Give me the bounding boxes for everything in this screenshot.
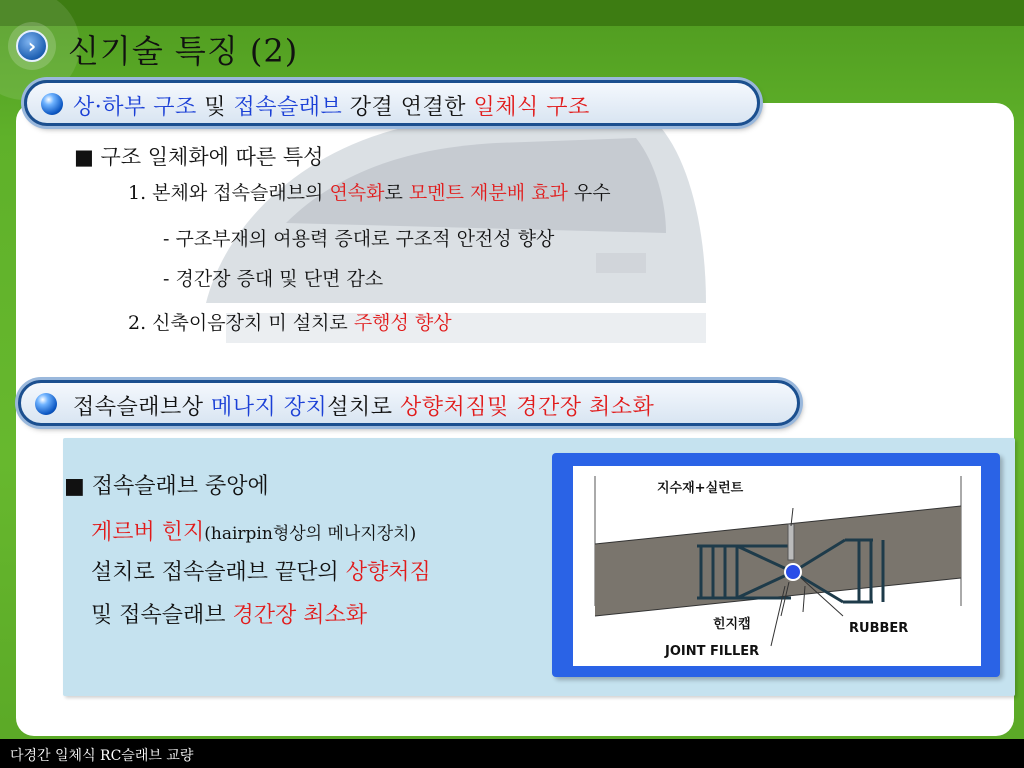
label-joint-filler: JOINT FILLER bbox=[665, 644, 760, 659]
hl-gerber-hinge: 게르버 힌지 bbox=[91, 520, 205, 545]
box-line-1 bbox=[91, 515, 416, 546]
footer-text: 다경간 일체식 RC슬래브 교량 bbox=[10, 748, 194, 764]
hl-approach-slab: 접속슬래브 bbox=[233, 95, 343, 120]
box-line-3-pre: 및 접속슬래브 bbox=[91, 603, 233, 628]
item-2 bbox=[128, 308, 452, 335]
item-1-prefix: 1. 본체와 접속슬래브의 bbox=[128, 182, 330, 204]
bullet-heading-1: ■ 구조 일체화에 따른 특성 bbox=[74, 145, 324, 169]
label-hinge-cap: 힌지캡 bbox=[713, 617, 751, 632]
section-header-2 bbox=[18, 380, 800, 426]
footer-bar bbox=[0, 739, 1024, 768]
section-header-2-text bbox=[73, 390, 654, 421]
item-1-mid: 로 bbox=[384, 182, 409, 204]
item-1-hl1: 연속화 bbox=[329, 182, 385, 204]
slide-title: 신기술 특징 (2) bbox=[68, 32, 299, 70]
hl-integral-structure: 일체식 구조 bbox=[473, 95, 590, 120]
box-line-2-pre: 설치로 접속슬래브 끝단의 bbox=[91, 560, 346, 585]
text-approach-slab-on: 접속슬래브상 bbox=[73, 395, 212, 420]
item-1 bbox=[128, 178, 611, 205]
item-2-hl: 주행성 향상 bbox=[353, 312, 452, 334]
text-installation: 설치로 bbox=[327, 395, 401, 420]
box-line-3 bbox=[91, 598, 367, 629]
item-1-hl2: 모멘트 재분배 효과 bbox=[408, 182, 568, 204]
sub-item-1: - 구조부재의 여용력 증대로 구조적 안전성 향상 bbox=[163, 228, 555, 250]
box-line-2 bbox=[91, 555, 431, 586]
item-1-suffix: 우수 bbox=[567, 182, 611, 204]
text-and: 및 bbox=[196, 95, 234, 120]
top-strip bbox=[0, 0, 1024, 26]
sub-item-2: - 경간장 증대 및 단면 감소 bbox=[163, 268, 384, 290]
box-bullet: ■ 접속슬래브 중앙에 bbox=[64, 474, 269, 499]
hl-structure: 상·하부 구조 bbox=[73, 95, 197, 120]
hl-span-minimize: 경간장 최소화 bbox=[232, 603, 368, 628]
box-line-1-rest: (hairpin형상의 메나지장치) bbox=[204, 524, 417, 544]
hl-upward-deflection: 상향처짐 bbox=[345, 560, 431, 585]
hl-camber-minimize: 상향처짐및 경간장 최소화 bbox=[400, 395, 655, 420]
item-2-prefix: 2. 신축이음장치 미 설치로 bbox=[128, 312, 354, 334]
bullet-orb-icon bbox=[35, 393, 57, 415]
chevron-right-icon: › bbox=[16, 30, 48, 62]
hinge-diagram bbox=[573, 466, 981, 666]
section-header-1 bbox=[24, 80, 760, 126]
text-rigid-connection: 강결 연결한 bbox=[342, 95, 474, 120]
hinge-detail-figure bbox=[573, 466, 981, 666]
section-header-1-text bbox=[73, 90, 590, 121]
label-rubber: RUBBER bbox=[849, 621, 909, 636]
hl-menage-device: 메나지 장치 bbox=[211, 395, 328, 420]
label-sealant: 지수재+실런트 bbox=[657, 481, 744, 496]
bullet-orb-icon bbox=[41, 93, 63, 115]
